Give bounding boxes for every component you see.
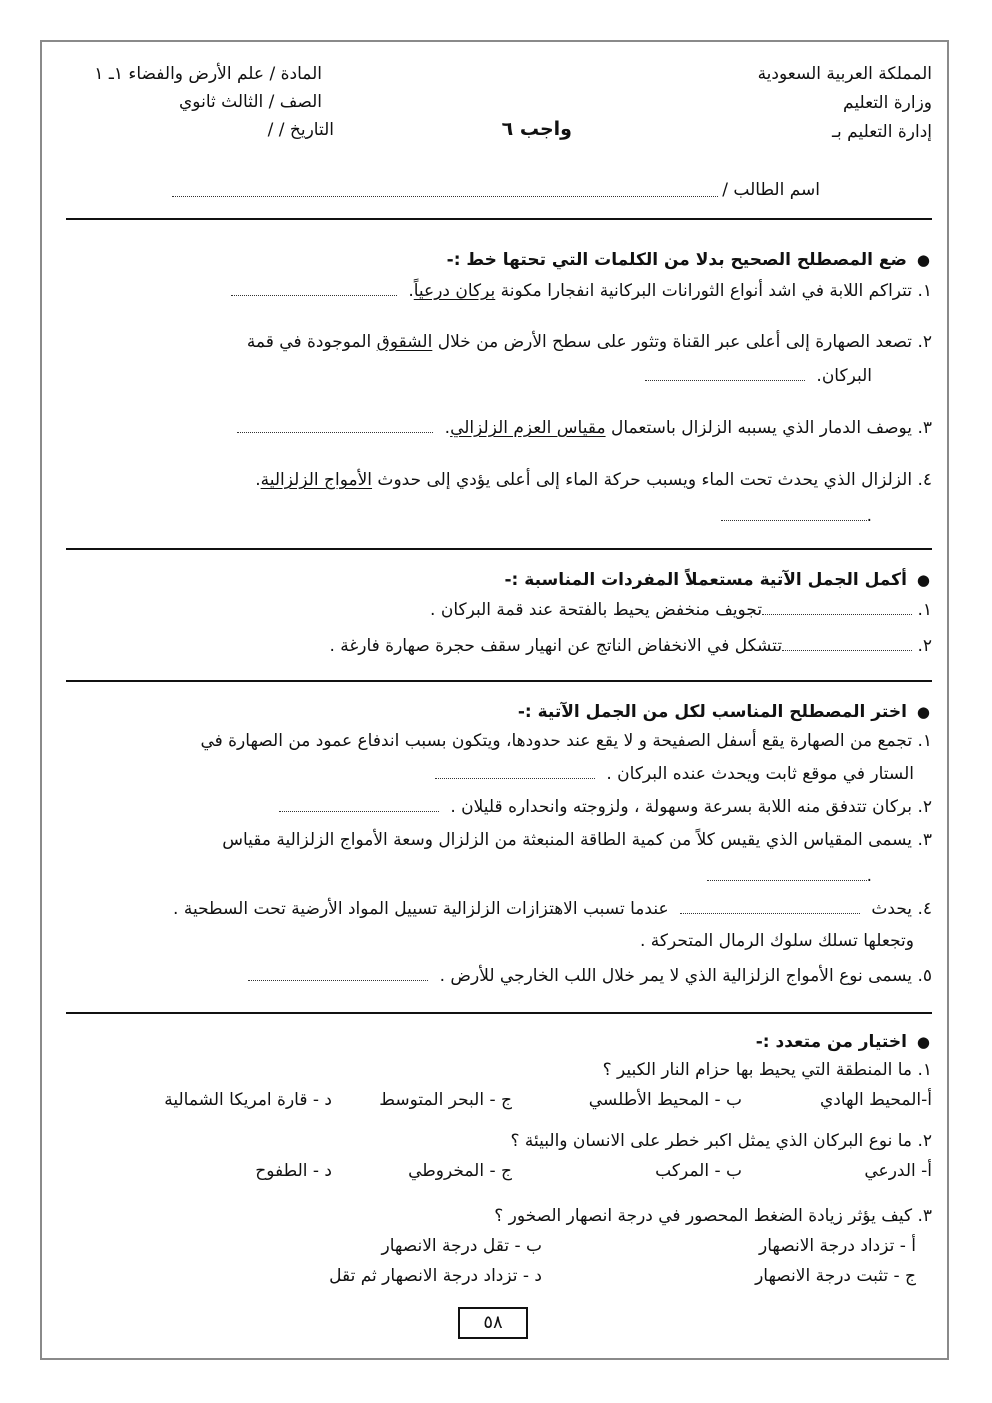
section2-question-2: ٢. تتشكل في الانخفاض الناتج عن انهيار سقف حجرة صهارة فارغة .: [329, 636, 932, 656]
student-name-field[interactable]: [172, 182, 718, 201]
section1-question-2-cont: البركان.: [645, 366, 872, 386]
section4-heading: ●اختيار من متعدد :-: [755, 1032, 930, 1052]
section3-heading: ●اختر المصطلح المناسب لكل من الجمل الآتية :-: [517, 702, 930, 722]
mcq-2-option-c[interactable]: ج - المخروطي: [408, 1161, 512, 1181]
mcq-1-option-b[interactable]: ب - المحيط الأطلسي: [588, 1090, 742, 1110]
section1-question-3: ٣. يوصف الدمار الذي يسببه الزلزال باستعمال مقياس العزم الزلزالي.: [237, 418, 932, 438]
section3-question-3-cont: .: [707, 866, 872, 886]
underlined-term: بركان درعياً: [413, 281, 496, 301]
mcq-1-option-a[interactable]: أ-المحيط الهادي: [819, 1090, 932, 1110]
header-ministry: وزارة التعليم: [843, 93, 932, 113]
underlined-term: مقياس العزم الزلزالي: [450, 418, 606, 438]
mcq-1-option-c[interactable]: ج - البحر المتوسط: [379, 1090, 512, 1110]
answer-blank[interactable]: [782, 638, 912, 651]
header-date: التاريخ / /: [267, 120, 334, 140]
header-subject: المادة / علم الأرض والفضاء ١ـ ١: [94, 64, 322, 84]
section3-question-4-cont: وتجعلها تسلك سلوك الرمال المتحركة .: [639, 931, 914, 951]
divider: [66, 548, 932, 550]
divider: [66, 680, 932, 682]
mcq-3-option-a[interactable]: أ - تزداد درجة الانصهار: [759, 1236, 916, 1256]
section1-question-4-cont: .: [721, 506, 872, 526]
section3-question-2: ٢. بركان تتدفق منه اللابة بسرعة وسهولة ، ولزوجته وانحداره قليلان .: [279, 797, 932, 817]
section3-question-1-cont: الستار في موقع ثابت ويحدث عنده البركان .: [435, 764, 914, 784]
answer-blank[interactable]: [435, 766, 595, 779]
answer-blank[interactable]: [721, 508, 867, 521]
answer-blank[interactable]: [231, 283, 397, 296]
section1-heading: ●ضع المصطلح الصحيح بدلا من الكلمات التي تحتها خط :-: [446, 250, 930, 270]
mcq-3-option-b[interactable]: ب - تقل درجة الانصهار: [381, 1236, 542, 1256]
divider: [66, 1012, 932, 1014]
answer-blank[interactable]: [762, 602, 912, 615]
mcq-2-option-a[interactable]: أ- الدرعي: [864, 1161, 932, 1181]
mcq-2-option-d[interactable]: د - الطفوح: [255, 1161, 332, 1181]
section2-question-1: ١. تجويف منخفض يحيط بالفتحة عند قمة البركان .: [430, 600, 932, 620]
section3-question-1: ١. تجمع من الصهارة يقع أسفل الصفيحة و لا يقع عند حدودها، ويتكون بسبب اندفاع عمود من الصهارة في: [200, 731, 932, 751]
mcq-3-option-c[interactable]: ج - تثبت درجة الانصهار: [755, 1266, 916, 1286]
mcq-1-option-d[interactable]: د - قارة امريكا الشمالية: [164, 1090, 332, 1110]
section1-question-1: ١. تتراكم اللابة في اشد أنواع الثورانات البركانية انفجارا مكونة بركان درعياً.: [231, 281, 932, 301]
section1-question-4: ٤. الزلزال الذي يحدث تحت الماء ويسبب حركة الماء إلى أعلى يؤدي إلى حدوث الأمواج الزلزالية.: [255, 470, 932, 490]
section1-question-2: ٢. تصعد الصهارة إلى أعلى عبر القناة وتثور على سطح الأرض من خلال الشقوق الموجودة في قمة: [246, 332, 932, 352]
underlined-term: الأمواج الزلزالية: [260, 470, 373, 490]
page-title: واجب ٦: [501, 118, 572, 140]
answer-blank[interactable]: [680, 901, 860, 914]
answer-blank[interactable]: [279, 799, 439, 812]
mcq-2-option-b[interactable]: ب - المركب: [655, 1161, 742, 1181]
answer-blank[interactable]: [645, 368, 805, 381]
underlined-term: الشقوق: [376, 332, 433, 352]
mcq-2-question: ٢. ما نوع البركان الذي يمثل اكبر خطر على الانسان والبيئة ؟: [510, 1131, 932, 1151]
student-name-label: اسم الطالب /: [722, 180, 820, 200]
divider: [66, 218, 932, 220]
header-kingdom: المملكة العربية السعودية: [757, 64, 932, 84]
section3-question-5: ٥. يسمى نوع الأمواج الزلزالية الذي لا يمر خلال اللب الخارجي للأرض .: [248, 966, 932, 986]
section3-question-3: ٣. يسمى المقياس الذي يقيس كلاً من كمية الطاقة المنبعثة من الزلزال وسعة الأمواج الزلزالية مقياس: [222, 830, 932, 850]
header-department: إدارة التعليم بـ: [832, 122, 932, 142]
header-grade: الصف / الثالث ثانوي: [179, 92, 322, 112]
mcq-3-question: ٣. كيف يؤثر زيادة الضغط المحصور في درجة انصهار الصخور ؟: [494, 1206, 932, 1226]
mcq-1-question: ١. ما المنطقة التي يحيط بها حزام النار الكبير ؟: [602, 1060, 932, 1080]
answer-blank[interactable]: [237, 420, 433, 433]
section3-question-4: ٤. يحدث عندما تسبب الاهتزازات الزلزالية تسييل المواد الأرضية تحت السطحية .: [173, 899, 932, 919]
mcq-3-option-d[interactable]: د - تزداد درجة الانصهار ثم تقل: [329, 1266, 542, 1286]
page-number: ٥٨: [458, 1307, 528, 1339]
answer-blank[interactable]: [707, 868, 867, 881]
answer-blank[interactable]: [248, 968, 428, 981]
section2-heading: ●أكمل الجمل الآتية مستعملاً المفردات المناسبة :-: [504, 570, 930, 590]
